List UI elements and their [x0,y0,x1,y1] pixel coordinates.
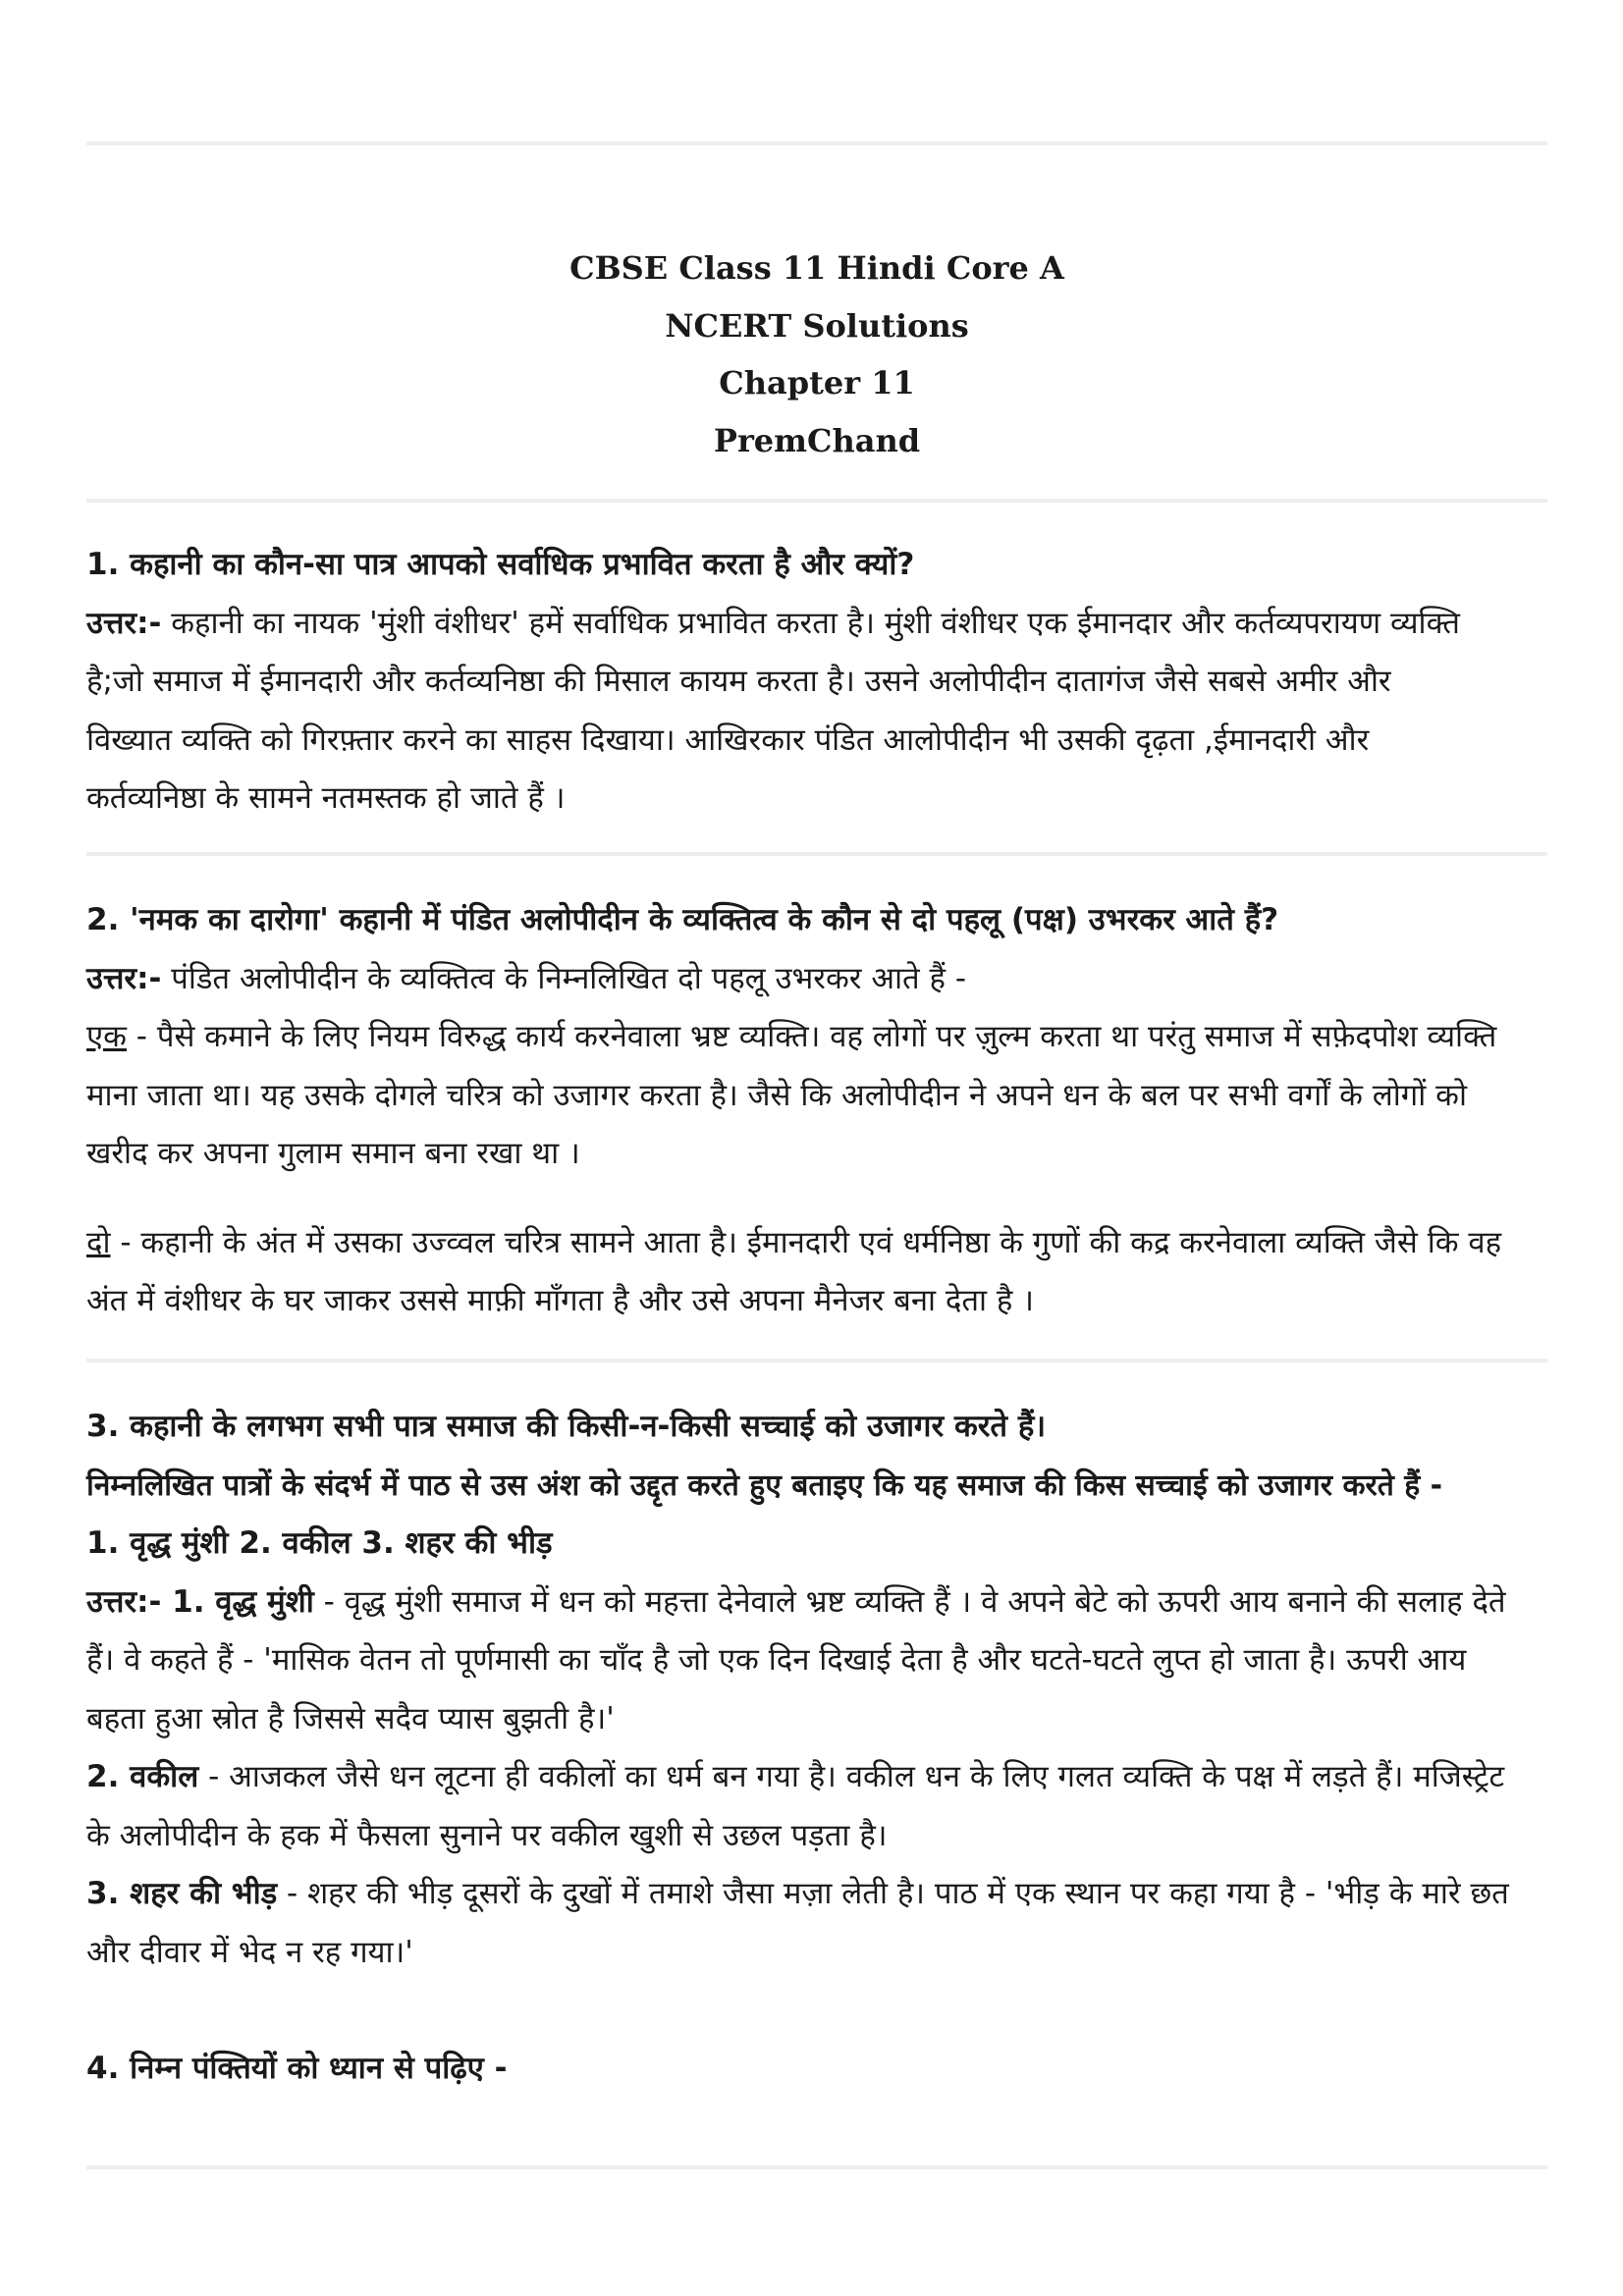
answer-2-point-1-line-3: खरीद कर अपना गुलाम समान बना रखा था । [86,1136,580,1171]
answer-2-point-2-line-1 [86,1214,1547,1273]
answer-1-line-3: विख्यात व्यक्ति को गिरफ़्तार करने का साहस दिखाया। आखिरकार पंडित आलोपीदीन भी उसकी दृढ़ता ,ईमानदारी और [86,721,1370,758]
divider-top [86,141,1547,145]
point-2-text: - कहानी के अंत में उसका उज्व्वल चरित्र सामने आता है। ईमानदारी एवं धर्मनिष्ठा के गुणों की कद्र करनेवाला व्यक्ति जैसे कि वह [110,1224,1502,1260]
question-4-text: 4. निम्न पंक्तियों को ध्यान से पढ़िए - [86,2051,508,2086]
item-2-text: - आजकल जैसे धन लूटना ही वकीलों का धर्म बन गया है। वकील धन के लिए गलत व्यक्ति के पक्ष में लड़ते हैं। मजिस्ट्रेट [198,1759,1505,1794]
point-1-label: एक [86,1019,127,1054]
point-1-text: - पैसे कमाने के लिए नियम विरुद्ध कार्य करनेवाला भ्रष्ट व्यक्ति। वह लोगों पर ज़ुल्म करता था परंतु समाज में सफ़ेदपोश व्यक्ति [126,1019,1497,1054]
question-2-section [86,891,1547,1331]
question-2-text: 2. 'नमक का दारोगा' कहानी में पंडित अलोपीदीन के व्यक्तित्व के कौन से दो पहलू (पक्ष) उभरकर आते हैं? [86,902,1279,937]
header-subtitle: NCERT Solutions [665,306,969,345]
answer-1-line-1 [86,595,1547,654]
answer-3-item-2-line-1 [86,1748,1547,1807]
answer-3-item-1-line-2: हैं। वे कहते हैं - 'मासिक वेतन तो पूर्णमासी का चाँद है जो एक दिन दिखाई देता है और घटते-घटते लुप्त हो जाता है। ऊपरी आय [86,1642,1467,1678]
question-3-line-2: निम्नलिखित पात्रों के संदर्भ में पाठ से उस अंश को उद्दृत करते हुए बताइए कि यह समाज की किस सच्चाई को उजागर करते हैं - [86,1468,1443,1503]
answer-1-line-4: कर्तव्यनिष्ठा के सामने नतमस्तक हो जाते हैं । [86,780,566,816]
answer-label: उत्तर:- [86,1583,162,1620]
item-3-label: 3. शहर की भीड़ [86,1876,278,1911]
divider-after-q1 [86,852,1547,856]
question-3-line-3: 1. वृद्ध मुंशी 2. वकील 3. शहर की भीड़ [86,1525,553,1561]
divider-after-q2 [86,1359,1547,1362]
item-1-label: 1. वृद्ध मुंशी [161,1583,314,1620]
question-4-section [86,2040,1547,2099]
answer-1-text: कहानी का नायक 'मुंशी वंशीधर' हमें सर्वाधिक प्रभावित करता है। मुंशी वंशीधर एक ईमानदार और कर्तव्यपरायण व्यक्ति [161,605,1460,641]
item-3-text: - शहर की भीड़ दूसरों के दुखों में तमाशे जैसा मज़ा लेती है। पाठ में एक स्थान पर कहा गया है - 'भीड़ के मारे छत [277,1876,1509,1911]
answer-2-intro [86,950,1547,1009]
answer-3-item-1-line-3: बहता हुआ स्रोत है जिससे सदैव प्यास बुझती है।' [86,1700,615,1736]
answer-label: उत्तर:- [86,960,162,996]
question-3-line-1: 3. कहानी के लगभग सभी पात्र समाज की किसी-न-किसी सच्चाई को उजागर करते हैं। [86,1409,1047,1444]
item-1-text: - वृद्ध मुंशी समाज में धन को महत्ता देनेवाले भ्रष्ट व्यक्ति हैं । वे अपने बेटे को ऊपरी आय बनाने की सलाह देते [313,1583,1506,1620]
header-author: PremChand [713,421,921,459]
answer-2-intro-text: पंडित अलोपीदीन के व्यक्तित्व के निम्नलिखित दो पहलू उभरकर आते हैं - [161,960,967,996]
divider-after-header [86,499,1547,503]
answer-1-line-2: है;जो समाज में ईमानदारी और कर्तव्यनिष्ठा की मिसाल कायम करता है। उसने अलोपीदीन दातागंज जैसे सबसे अमीर और [86,664,1391,699]
answer-2-point-1-line-1 [86,1008,1547,1067]
question-1-text: 1. कहानी का कौन-सा पात्र आपको सर्वाधिक प्रभावित करता है और क्यों? [86,547,915,582]
header-chapter: Chapter 11 [719,364,915,401]
answer-3-item-2-line-2: के अलोपीदीन के हक में फैसला सुनाने पर वकील खुशी से उछल पड़ता है। [86,1817,888,1853]
answer-2-point-1-line-2: माना जाता था। यह उसके दोगले चरित्र को उजागर करता है। जैसे कि अलोपीदीन ने अपने धन के बल पर सभी वर्गों के लोगों को [86,1077,1467,1113]
answer-label: उत्तर:- [86,605,162,641]
answer-3-item-3-line-2: और दीवार में भेद न रह गया।' [86,1934,413,1970]
document-header [86,240,1547,469]
question-3-section [86,1398,1547,1982]
divider-bottom [86,2165,1547,2169]
answer-2-point-2-line-2: अंत में वंशीधर के घर जाकर उससे माफ़ी माँगता है और उसे अपना मैनेजर बना देता है । [86,1283,1034,1318]
point-2-label: दो [86,1224,111,1260]
answer-3-item-3-line-1 [86,1865,1547,1924]
item-2-label: 2. वकील [86,1759,199,1794]
answer-3-item-1-line-1 [86,1574,1547,1632]
question-1-section [86,536,1547,828]
header-title: CBSE Class 11 Hindi Core A [569,249,1064,287]
